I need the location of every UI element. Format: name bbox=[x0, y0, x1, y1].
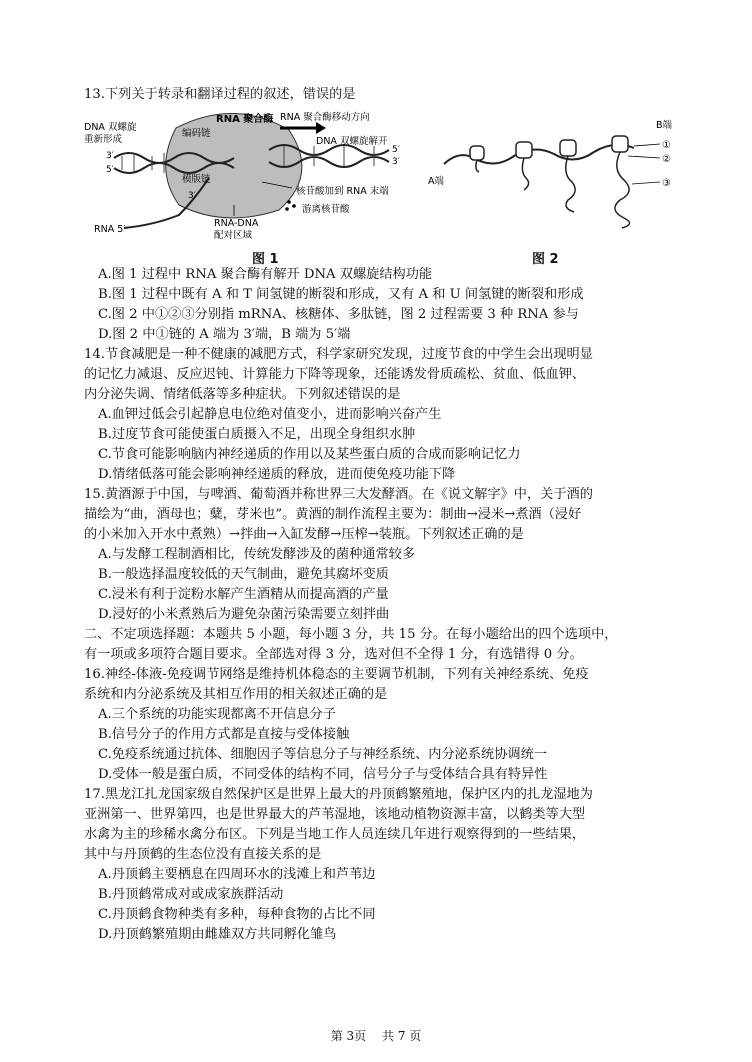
page-number: 第 3页 bbox=[330, 1029, 367, 1043]
q14-stem-line-3: 内分泌失调、情绪低落等多种症状。下列叙述错误的是 bbox=[84, 387, 401, 402]
q16-option-a: A.三个系统的功能实现都离不开信息分子 bbox=[98, 707, 336, 722]
q14-option-d: D.情绪低落可能会影响神经递质的释放，进而使免疫功能下降 bbox=[98, 467, 456, 482]
q15-option-d: D.浸好的小米煮熟后为避免杂菌污染需要立刻拌曲 bbox=[98, 607, 390, 622]
fig1-label-dna-rewind2: 重新形成 bbox=[84, 134, 123, 145]
fig1-label-free-nuc: 游离核苷酸 bbox=[302, 204, 350, 215]
fig2-label-c3: ③ bbox=[662, 178, 671, 189]
q13-stem: 13.下列关于转录和翻译过程的叙述，错误的是 bbox=[84, 87, 356, 102]
q17-stem-line-3: 水禽为主的珍稀水禽分布区。下列是当地工作人员连续几年进行观察得到的一些结果， bbox=[84, 827, 586, 842]
q16-option-b: B.信号分子的作用方式都是直接与受体接触 bbox=[98, 727, 350, 742]
fig2-label-a-end: A端 bbox=[428, 176, 444, 187]
q15-option-c: C.浸米有利于淀粉水解产生酒精从而提高酒的产量 bbox=[98, 587, 389, 602]
q15-option-a: A.与发酵工程制酒相比，传统发酵涉及的菌种通常较多 bbox=[98, 547, 416, 562]
section-2-heading-line-1: 二、不定项选择题：本题共 5 小题，每小题 3 分，共 15 分。在每小题给出的四个选项中， bbox=[84, 627, 618, 642]
q17-option-d: D.丹顶鹤繁殖期由雌雄双方共同孵化雏鸟 bbox=[98, 927, 337, 942]
fig1-label-right5: 5′ bbox=[392, 145, 400, 155]
fig1-label-mid3: 3′ bbox=[188, 191, 196, 201]
fig2-label-c2: ② bbox=[662, 154, 671, 165]
fig1-label-rna5: RNA 5′ bbox=[94, 224, 126, 235]
q13-option-a: A.图 1 过程中 RNA 聚合酶有解开 DNA 双螺旋结构功能 bbox=[98, 267, 433, 282]
q17-stem-line-4: 其中与丹顶鹤的生态位没有直接关系的是 bbox=[84, 847, 322, 862]
q14-option-a: A.血钾过低会引起静息电位绝对值变小，进而影响兴奋产生 bbox=[98, 407, 442, 422]
q13-option-c: C.图 2 中①②③分别指 mRNA、核糖体、多肽链，图 2 过程需要 3 种 RNA 参与 bbox=[98, 307, 579, 322]
page-footer bbox=[0, 1027, 752, 1044]
q15-stem-line-3: 的小米加入开水中煮熟）→拌曲→入缸发酵→压榨→装瓶。下列叙述正确的是 bbox=[84, 527, 524, 542]
q14-stem-line-2: 的记忆力减退、反应迟钝、计算能力下降等现象，还能诱发骨质疏松、贫血、低血钾、 bbox=[84, 367, 586, 382]
q14-option-c: C.节食可能影响脑内神经递质的作用以及某些蛋白质的合成而影响记忆力 bbox=[98, 447, 521, 462]
q16-stem-line-1: 16.神经-体液-免疫调节网络是维持机体稳态的主要调节机制，下列有关神经系统、免疫 bbox=[84, 667, 589, 682]
q17-stem-line-2: 亚洲第一、世界第四，也是世界最大的芦苇湿地，该地动植物资源丰富，以鹤类等大型 bbox=[84, 807, 586, 822]
q14-stem-line-1: 14.节食减肥是一种不健康的减肥方式，科学家研究发现，过度节食的中学生会出现明显 bbox=[84, 347, 593, 362]
fig1-label-template: 模版链 bbox=[182, 174, 211, 185]
q13-option-d: D.图 2 中①链的 A 端为 3′端，B 端为 5′端 bbox=[98, 327, 351, 342]
q14-option-b: B.过度节食可能使蛋白质摄入不足，出现全身组织水肿 bbox=[98, 427, 416, 442]
fig1-label-dna-rewind: DNA 双螺旋 bbox=[84, 122, 137, 133]
fig1-label-nuc-add: 核苷酸加到 RNA 末端 bbox=[296, 186, 389, 197]
q16-option-c: C.免疫系统通过抗体、细胞因子等信息分子与神经系统、内分泌系统协调统一 bbox=[98, 747, 547, 762]
q17-option-c: C.丹顶鹤食物种类有多种，每种食物的占比不同 bbox=[98, 907, 376, 922]
q17-stem-line-1: 17.黑龙江扎龙国家级自然保护区是世界上最大的丹顶鹤繁殖地，保护区内的扎龙湿地为 bbox=[84, 787, 593, 802]
page-total: 共 7 页 bbox=[382, 1029, 422, 1043]
fig1-label-unwind: DNA 双螺旋解开 bbox=[316, 136, 388, 147]
q16-option-d: D.受体一般是蛋白质，不同受体的结构不同，信号分子与受体结合具有特异性 bbox=[98, 767, 548, 782]
q15-option-b: B.一般选择温度较低的天气制曲，避免其腐坏变质 bbox=[98, 567, 389, 582]
q15-stem-line-1: 15.黄酒源于中国，与啤酒、葡萄酒并称世界三大发酵酒。在《说文解字》中，关于酒的 bbox=[84, 487, 593, 502]
q17-option-b: B.丹顶鹤常成对或成家族群活动 bbox=[98, 887, 284, 902]
fig1-label-hybrid1: RNA-DNA bbox=[214, 218, 259, 229]
fig1-label-right3: 3′ bbox=[392, 157, 400, 167]
fig1-label-direction: RNA 聚合酶移动方向 bbox=[280, 112, 370, 123]
figure-2-caption: 图 2 bbox=[532, 252, 559, 267]
fig1-label-left5: 5′ bbox=[106, 165, 114, 175]
q13-option-b: B.图 1 过程中既有 A 和 T 间氢键的断裂和形成，又有 A 和 U 间氢键的断裂和形成 bbox=[98, 287, 584, 302]
figure-1-caption: 图 1 bbox=[252, 252, 279, 267]
fig2-label-c1: ① bbox=[662, 140, 671, 151]
figure-2-diagram bbox=[428, 119, 673, 228]
fig1-label-polymerase: RNA 聚合酶 bbox=[216, 114, 274, 125]
q13-figures bbox=[84, 100, 684, 270]
q17-option-a: A.丹顶鹤主要栖息在四周环水的浅滩上和芦苇边 bbox=[98, 867, 376, 882]
figure-1-diagram bbox=[84, 111, 400, 241]
fig1-label-coding: 编码链 bbox=[182, 128, 211, 139]
q15-stem-line-2: 描绘为“曲，酒母也；糵，芽米也”。黄酒的制作流程主要为：制曲→浸米→煮酒（浸好 bbox=[84, 507, 582, 522]
fig2-label-b-end: B端 bbox=[656, 120, 673, 131]
fig1-label-hybrid2: 配对区域 bbox=[214, 230, 253, 241]
fig1-label-left3: 3′ bbox=[106, 151, 114, 161]
q16-stem-line-2: 系统和内分泌系统及其相互作用的相关叙述正确的是 bbox=[84, 687, 388, 702]
section-2-heading-line-2: 有一项或多项符合题目要求。全部选对得 3 分，选对但不全得 1 分，有选错得 0 分。 bbox=[84, 647, 583, 662]
